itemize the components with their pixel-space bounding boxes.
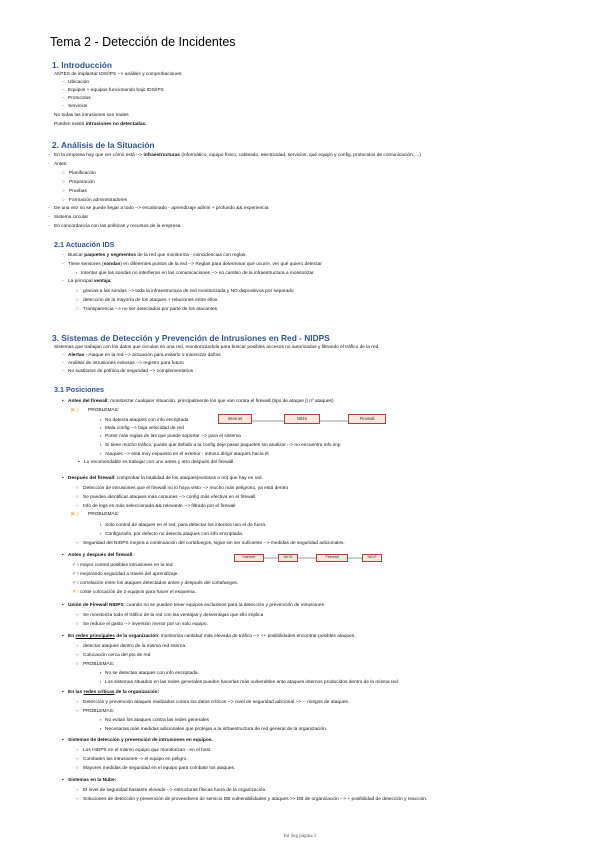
diagram-firewall-box: Firewall — [316, 554, 348, 562]
s2-antes-item: ○ Planificación — [62, 170, 96, 176]
subsection-3-1-heading: 3.1 Posiciones — [54, 385, 104, 394]
s3-p1-problem: ▪ Ataques --> está muy expuesto en el exterior - intruso dirigir ataques hacia él — [100, 451, 269, 457]
s3-position: • Antes y después del firewall: — [62, 553, 134, 558]
s3-p5-item: ○ Colocación cerca del pto de red — [76, 652, 151, 658]
s3-p7-item: ○ Los HIDPS en el mismo equipo que monitorizan - en el host — [76, 747, 211, 753]
s1-line: No todas las intrusiones son reales — [54, 113, 129, 118]
problems-label: PROBLEMAS: — [88, 512, 120, 517]
s2-line: ◦ De una vez no se puede llegar a todo --> escalonado - aprendizaje admin + profundo && experiencia — [48, 206, 269, 211]
network-diagram-1 — [218, 412, 390, 430]
s3-p4-item: ○ Se monitoriza todo el tráfico de la red con las ventajas y desventajas que ello implica — [76, 612, 264, 618]
problem-cross-icon: ✕○ — [70, 407, 80, 414]
s3-p3-item: ✓○mayor control posibles intrusiones en la red — [72, 562, 173, 568]
diagram-internet-box: Internet — [218, 414, 252, 424]
subsection-2-1-heading: 2.1 Actuación IDS — [54, 240, 115, 249]
s3-p2-item: ○ Detección de intrusiones que el firewall no lo haya visto --> mucho más peligroso, ya está dentro — [76, 485, 289, 491]
diagram-internet-box: Internet — [234, 554, 264, 562]
diagram-nids-box: NIDS — [278, 554, 298, 562]
network-diagram-2 — [234, 553, 382, 565]
s3-position: • En las redes críticas de la organización: — [62, 690, 160, 695]
s3-p5-problem: ▪ Los sistemas situados en las redes generales pueden hacerlas más vulnerables ante ataques internos producidos dentro de la misma red. — [100, 679, 400, 685]
s3-p1-problem: ▪ Mala config --> baja velocidad de red — [100, 425, 184, 431]
section-3-heading: 3. Sistemas de Detección y Prevención de Intrusiones en Red - NIDPS — [52, 333, 330, 343]
s2-ventaja: ○ Transparencia --> no ser detectados por parte de los atacantes. — [76, 306, 219, 312]
s3-position: • En redes principales de la organización: monitoriza cantidad más elevada de tráfico --> ++ posibilidades encontrar posibles ataques. — [62, 634, 356, 639]
s3-p8-item: ○ El nivel de seguridad bastante elevado --> estructuras físicas fuera de la organización. — [76, 787, 267, 793]
s3-p6-item: ○ Detección y prevención ataques realizados contra los datos críticos --> nivel de seguridad adicional --> -- riesgos de ataques. — [76, 699, 350, 705]
s2-line: ◦ Sistema circular — [48, 215, 89, 220]
s3-p2-item: ○ Seguridad del NIDPS mejora a continuación del cortafuegos, sigue sin ser suficiente --> medidas de seguridad adicionales. — [76, 540, 345, 546]
s2-line: ◦ Antes: — [48, 162, 68, 167]
s3-line: ◦ Alertas - Ataque en la red --> actuación para evitarlo o minimizar daños — [62, 353, 221, 358]
s3-p6-problem: ▪ No evitan los ataques contra las redes generales — [100, 717, 209, 723]
s3-p2-item: ○ Se pueden identificar ataques más comunes --> config más efectiva en el firewall — [76, 494, 256, 500]
s1-line: Pueden existir intrusiones no detectadas. — [54, 122, 147, 127]
s3-line: ◦ Análisis de intrusiones exitosas --> registro para futuro — [62, 361, 184, 366]
s2-line: ◦ En la empresa hay que ver cómo está --> infraestructuras (informático, equipo físico, cableado, electricidad, servicios, qué equipo y config, protocolos de comunicación, ...) — [48, 153, 422, 158]
s3-p4-item: ○ Se reduce el gasto --> inversión menor por un solo equipo. — [76, 621, 208, 627]
problems-label: PROBLEMAS: — [88, 408, 120, 413]
diagram-firewall-box: Firewall — [348, 414, 386, 424]
s3-position: • Después del firewall: comprobar la totalidad de los ataques(exitosos o no) que hay en red. — [62, 476, 263, 481]
s3-line: ◦ No sustitutos de política de seguridad --> complementarios — [62, 369, 194, 374]
s1-item: ◦ Servicios — [62, 104, 88, 109]
s2-ventaja: ○ detección de la mayoría de los ataques + relaciones entre ellos. — [76, 297, 219, 303]
page-footer: Int Seg página 1 — [283, 834, 317, 839]
s3-p7-item: ○ Combaten las intrusiones--> el equipo en peligro. — [76, 756, 188, 762]
page-title: Tema 2 - Detección de Incidentes — [50, 35, 236, 49]
s3-position: • Unión de Firewall NIDPS: cuando no se pueden tener equipos exclusivos para la detección y prevención de intrusiones — [62, 603, 324, 608]
section-2-heading: 2. Análisis de la Situación — [52, 140, 155, 150]
s3-p6-item: ○ PROBLEMAS: — [76, 708, 115, 714]
s3-p1-problem: ▪ Si tiene mucho tráfico, puede que debido a la config deje pasar paquetes sin analizar --> no encuentra info imp — [100, 442, 341, 448]
s3-p6-problem: ▪ Necesarias más medidas adicionales que protejan a la infraestructura de red general de la organización. — [100, 726, 328, 732]
s2-antes-item: ○ Preparación — [62, 179, 95, 185]
s3-p2-problem: ▪ Configurarlo, por defecto no detecta ataques con info encriptada. — [100, 531, 244, 537]
s3-position: • Sistemas de detección y prevención de intrusiones en equipos. — [62, 738, 213, 743]
s3-p7-item: ○ Mayores medidas de seguridad en el equipo para combatir los ataques. — [76, 765, 236, 771]
s2-ventaja: ○ gracias a las sondas --> toda la infraestructura de red monitorizada y NO dispositivos por separado — [76, 288, 294, 294]
s3-p5-item: ○ PROBLEMAS: — [76, 661, 115, 667]
s3-p1-problem: ▪ Poner más reglas de las que puede soportar --> para el sistema — [100, 433, 241, 439]
diagram-nids-box: NIDS — [284, 414, 320, 424]
s2-antes-item: ○ Pruebas — [62, 188, 87, 194]
s3-p2-problem: ▪ Solo control de ataques en el red, para detectar los intentos uso el de fuera. — [100, 522, 267, 528]
section-1-heading: 1. Introducción — [52, 60, 113, 70]
s2-line: ◦ En concordancia con las políticas y recursos de la empresa — [48, 224, 181, 229]
diagram-nids-box: NIDS — [362, 554, 382, 562]
s3-p2-item: ○ Info de logs es más seleccionada && relevante --> filtrado por el firewall — [76, 503, 236, 509]
s3-p1-problem: ▪ No detecta ataques con info encriptada — [100, 417, 189, 423]
s2-actuacion-line: ◦ La principal ventaja: — [62, 279, 112, 284]
s1-item: ◦ Ubicación — [62, 80, 90, 85]
s3-p5-item: ○ detectar ataques dentro de la misma red interna. — [76, 643, 187, 649]
s2-actuacion-sub: ▪ Intentar que las sondas no interfieran en las comunicaciones --> no cambio de la infraestructura a monitorizar. — [76, 270, 315, 276]
s3-p3-item: ✓○mejorando seguridad a través del aprendizaje. — [72, 571, 179, 577]
s2-actuacion-line: ◦ Buscar paquetes y segmentos de la red que monitoriza - coincidencias con reglas. — [62, 253, 247, 258]
s2-actuacion-line: ◦ Tiene sensores (sondas) en diferentes puntos de la red --> Reglas para determinar qué ocurre, ver qué quiero detectar — [62, 262, 322, 267]
s3-p3-item: ✕○coste colocación de 2 equipos para hacer el esquema. — [72, 589, 196, 595]
s3-intro: Sistemas que trabajan con los datos que circulan en una red, monitorizándola para buscar posibles accesos no autorizados y filtrando el tráfico de la red. — [54, 345, 380, 350]
s3-p1-recommendation: • Lo recomendable es trabajar con uno antes y otro después del firewall. — [78, 460, 235, 465]
s3-p8-item: ○ Soluciones de detección y prevención de proveedores de servicio DB vulnerabilidades y ataques >> DB de organización --> + posibilidad de detección y reacción. — [76, 796, 428, 802]
s2-antes-item: ○ Formación administradores — [62, 197, 128, 203]
s3-position: • Sistemas en la Nube: — [62, 778, 117, 783]
s1-intro: ANTES de implantar IDS/IPS --> análisis y comprobaciones: — [54, 72, 183, 77]
s1-item: ◦ Equipos + equipos funcionando bajo IDS/IPS — [62, 88, 164, 93]
problem-cross-icon: ✕○ — [70, 511, 80, 518]
s3-p5-problem: ▪ No se detectan ataques con info encriptada. — [100, 670, 199, 676]
s1-item: ◦ Protocolos — [62, 96, 91, 101]
s3-p3-item: ✓○correlación entre los ataques detectados antes y después del cortafuegos. — [72, 580, 239, 586]
s3-position: • Antes del firewall: monitorizar cualquier situación, principalmente los que van contra el firewall (tipo de ataque || nº ataques) — [62, 399, 334, 404]
